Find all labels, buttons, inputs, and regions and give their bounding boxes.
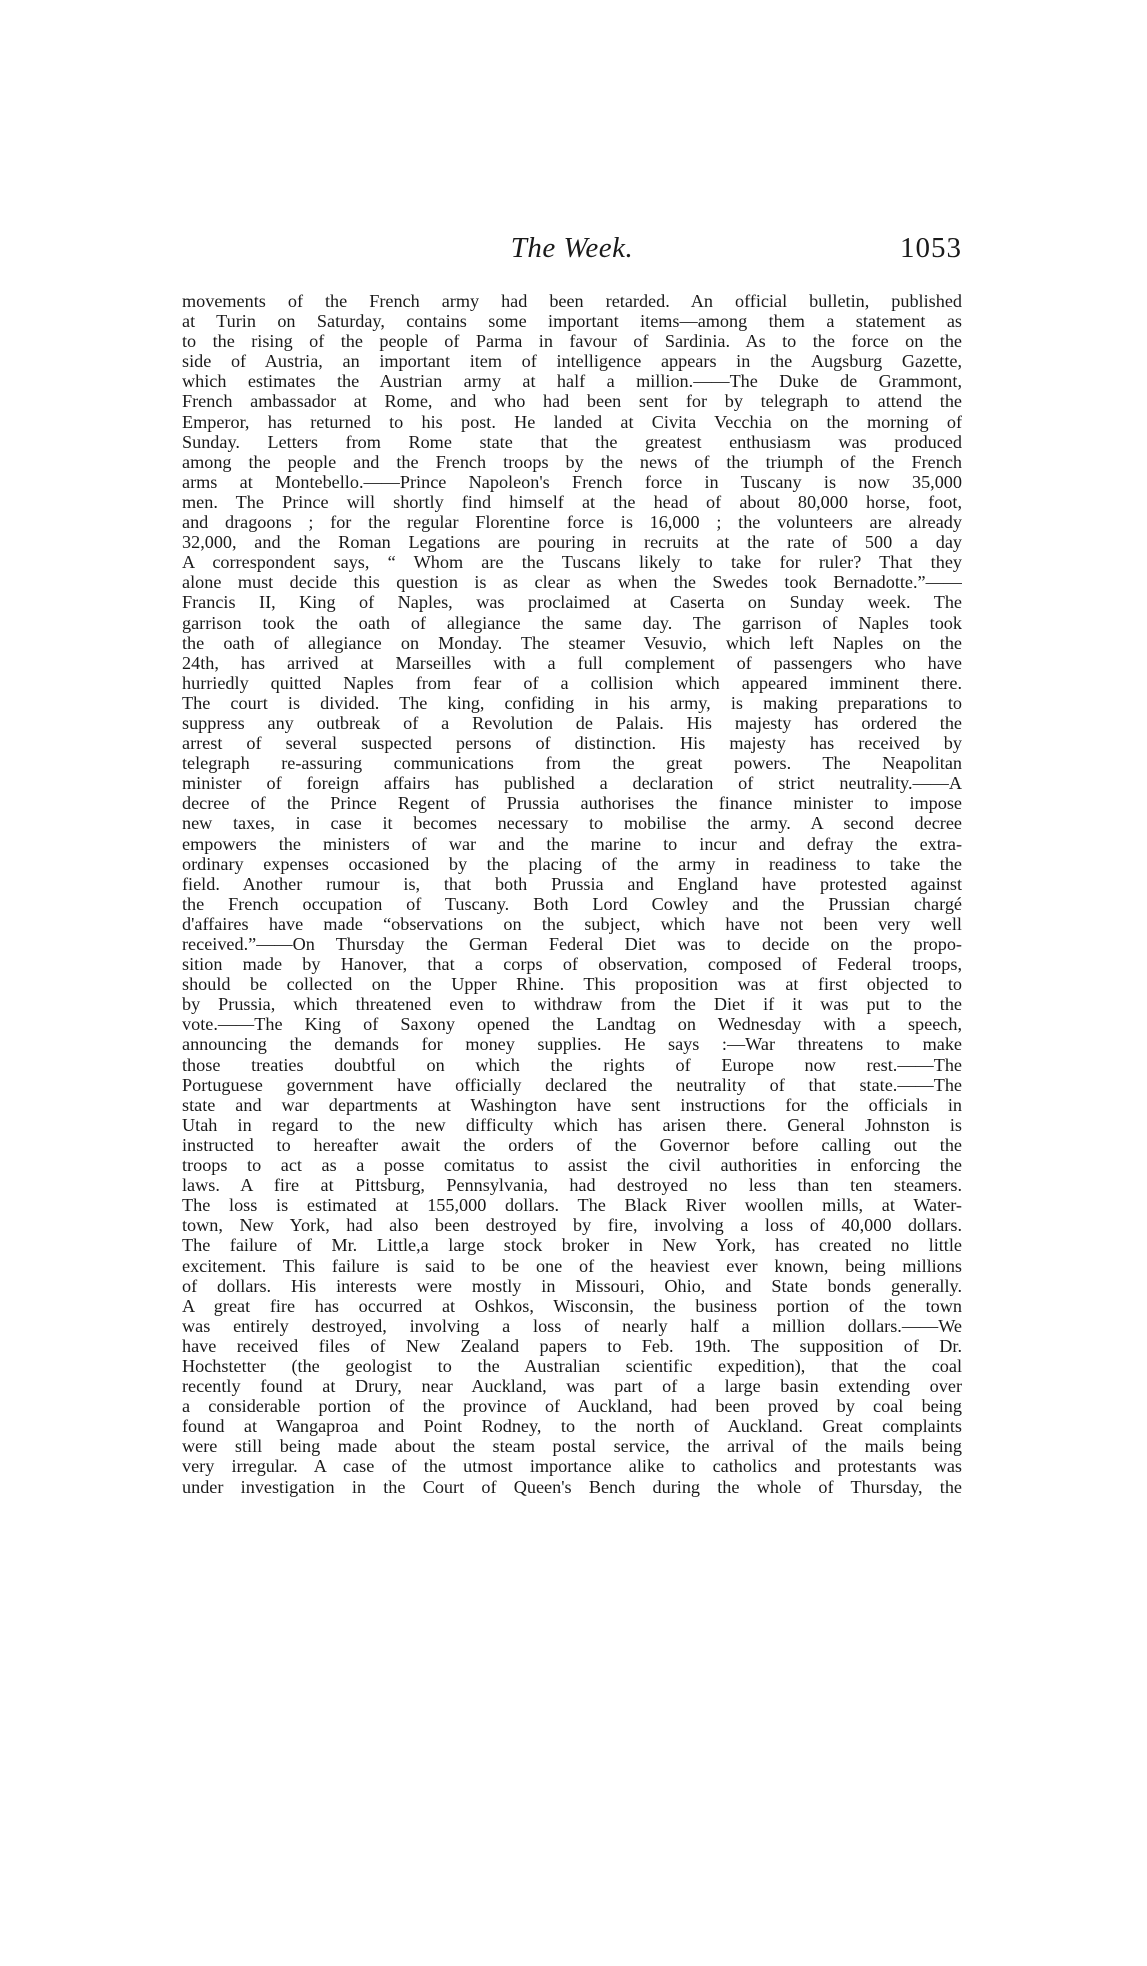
page-number: 1053 (900, 232, 962, 264)
text-line: The failure of Mr. Little,a large stock broker in New York, has created no little (182, 1235, 962, 1256)
text-line: which estimates the Austrian army at half a million.——The Duke de Grammont, (182, 371, 962, 392)
text-line: new taxes, in case it becomes necessary to mobilise the army. A second decree (182, 813, 962, 834)
text-line: ordinary expenses occasioned by the placing of the army in readiness to take the (182, 853, 962, 874)
text-line: the French occupation of Tuscany. Both Lord Cowley and the Prussian chargé (182, 893, 962, 914)
text-line: troops to act as a posse comitatus to assist the civil authorities in enforcing the (182, 1155, 962, 1176)
text-line: alone must decide this question is as clear as when the Swedes took Bernadotte.”—— (182, 572, 962, 593)
text-line: Utah in regard to the new difficulty which has arisen there. General Johnston is (182, 1114, 962, 1135)
text-line: Hochstetter (the geologist to the Australian scientific expedition), that the coal (182, 1355, 962, 1376)
text-line: sition made by Hanover, that a corps of observation, composed of Federal troops, (182, 954, 962, 975)
text-line: hurriedly quitted Naples from fear of a collision which appeared imminent there. (182, 672, 962, 693)
text-line: excitement. This failure is said to be one of the heaviest ever known, being millions (182, 1255, 962, 1276)
running-head (182, 232, 962, 272)
text-line: of dollars. His interests were mostly in Missouri, Ohio, and State bonds generally. (182, 1275, 962, 1296)
text-line: empowers the ministers of war and the marine to incur and defray the extra- (182, 833, 962, 854)
text-line: recently found at Drury, near Auckland, was part of a large basin extending over (182, 1376, 962, 1397)
text-line: field. Another rumour is, that both Prussia and England have protested against (182, 873, 962, 894)
text-line: were still being made about the steam postal service, the arrival of the mails being (182, 1436, 962, 1457)
text-line: movements of the French army had been retarded. An official bulletin, published (182, 291, 962, 311)
text-line: was entirely destroyed, involving a loss of nearly half a million dollars.——We (182, 1315, 962, 1336)
text-line: arms at Montebello.——Prince Napoleon's French force in Tuscany is now 35,000 (182, 471, 962, 492)
text-line: very irregular. A case of the utmost importance alike to catholics and protestants was (182, 1456, 962, 1477)
text-line: A great fire has occurred at Oshkos, Wisconsin, the business portion of the town (182, 1295, 962, 1316)
text-line: among the people and the French troops by the news of the triumph of the French (182, 451, 962, 472)
text-line: received.”——On Thursday the German Federal Diet was to decide on the propo- (182, 934, 962, 954)
text-line: and dragoons ; for the regular Florentine force is 16,000 ; the volunteers are already (182, 512, 962, 533)
text-line: Portuguese government have officially declared the neutrality of that state.——The (182, 1074, 962, 1095)
text-line: garrison took the oath of allegiance the same day. The garrison of Naples took (182, 612, 962, 633)
text-line: the oath of allegiance on Monday. The steamer Vesuvio, which left Naples on the (182, 632, 962, 653)
text-line: French ambassador at Rome, and who had been sent for by telegraph to attend the (182, 391, 962, 412)
text-line: have received files of New Zealand papers to Feb. 19th. The supposition of Dr. (182, 1335, 962, 1356)
text-line: The loss is estimated at 155,000 dollars. The Black River woollen mills, at Water- (182, 1195, 962, 1216)
text-line: telegraph re-assuring communications from the great powers. The Neapolitan (182, 753, 962, 774)
text-line: under investigation in the Court of Queen's Bench during the whole of Thursday, the (182, 1476, 962, 1497)
running-title: The Week. (510, 232, 634, 264)
article-body (182, 291, 962, 1497)
text-line: announcing the demands for money supplies. He says :—War threatens to make (182, 1034, 962, 1055)
text-line: a considerable portion of the province of Auckland, had been proved by coal being (182, 1396, 962, 1417)
text-line: found at Wangaproa and Point Rodney, to the north of Auckland. Great complaints (182, 1416, 962, 1437)
text-line: laws. A fire at Pittsburg, Pennsylvania, had destroyed no less than ten steamers. (182, 1175, 962, 1196)
text-line: decree of the Prince Regent of Prussia authorises the finance minister to impose (182, 793, 962, 814)
text-line: 24th, has arrived at Marseilles with a full complement of passengers who have (182, 652, 962, 673)
text-line: arrest of several suspected persons of distinction. His majesty has received by (182, 733, 962, 754)
text-line: by Prussia, which threatened even to withdraw from the Diet if it was put to the (182, 994, 962, 1015)
text-line: men. The Prince will shortly find himself at the head of about 80,000 horse, foot, (182, 491, 962, 512)
text-line: Emperor, has returned to his post. He landed at Civita Vecchia on the morning of (182, 411, 962, 432)
text-line: d'affaires have made “observations on the subject, which have not been very well (182, 913, 962, 934)
text-line: side of Austria, an important item of intelligence appears in the Augsburg Gazette, (182, 351, 962, 372)
text-line: instructed to hereafter await the orders of the Governor before calling out the (182, 1134, 962, 1155)
text-line: town, New York, had also been destroyed by fire, involving a loss of 40,000 dollars. (182, 1215, 962, 1236)
text-line: A correspondent says, “ Whom are the Tuscans likely to take for ruler? That they (182, 552, 962, 573)
text-line: those treaties doubtful on which the rights of Europe now rest.——The (182, 1054, 962, 1075)
text-line: Francis II, King of Naples, was proclaimed at Caserta on Sunday week. The (182, 592, 962, 613)
text-line: Sunday. Letters from Rome state that the greatest enthusiasm was produced (182, 431, 962, 452)
text-line: vote.——The King of Saxony opened the Landtag on Wednesday with a speech, (182, 1014, 962, 1035)
text-line: minister of foreign affairs has published a declaration of strict neutrality.——A (182, 773, 962, 794)
text-line: should be collected on the Upper Rhine. This proposition was at first objected to (182, 974, 962, 995)
text-line: 32,000, and the Roman Legations are pouring in recruits at the rate of 500 a day (182, 532, 962, 553)
text-line: state and war departments at Washington have sent instructions for the officials in (182, 1094, 962, 1115)
text-line: at Turin on Saturday, contains some important items—among them a statement as (182, 311, 962, 332)
text-line: to the rising of the people of Parma in favour of Sardinia. As to the force on the (182, 331, 962, 352)
text-line: suppress any outbreak of a Revolution de Palais. His majesty has ordered the (182, 712, 962, 733)
text-line: The court is divided. The king, confiding in his army, is making preparations to (182, 692, 962, 713)
